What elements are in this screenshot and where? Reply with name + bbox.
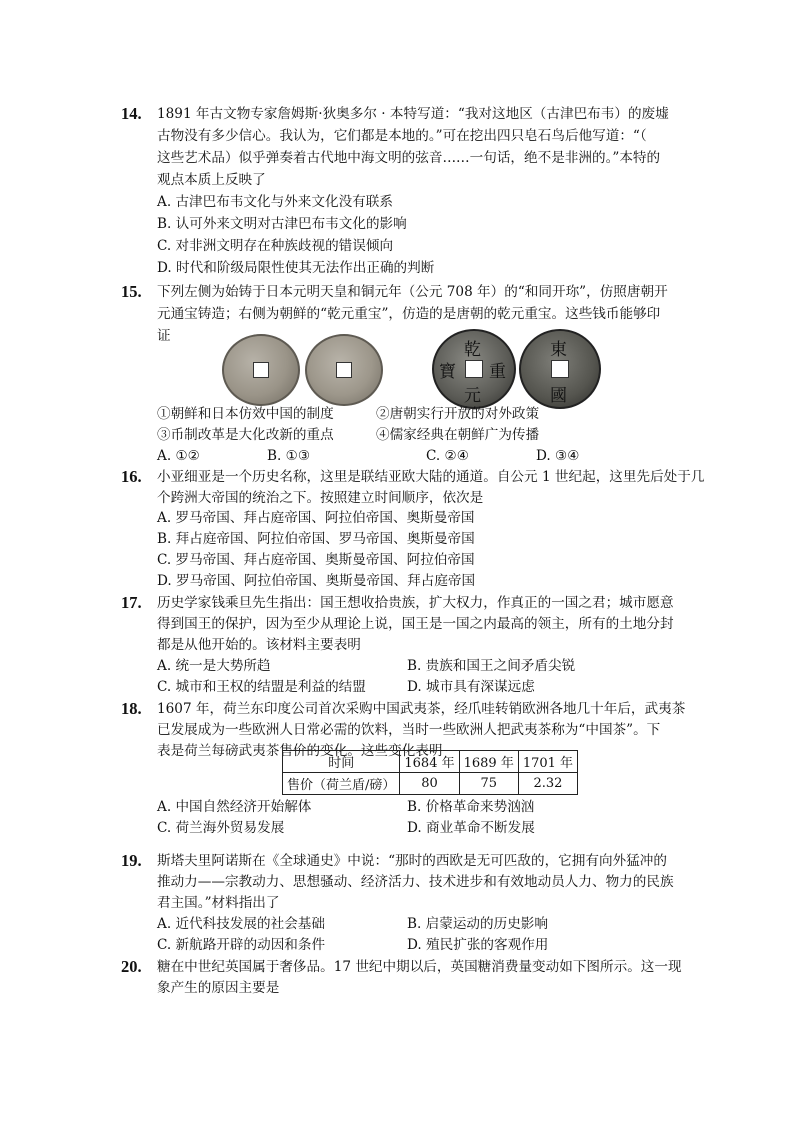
question-text-line: 这些艺术品）似乎弹奏着古代地中海文明的弦音……一句话，绝不是非洲的。”本特的 [157, 150, 661, 166]
option-c: C. 对非洲文明存在种族歧视的错误倾向 [157, 238, 394, 254]
option-b: B. ①③ [267, 448, 311, 464]
option-a: A. 中国自然经济开始解体 [157, 799, 312, 815]
question-text-line: 古物没有多少信心。我认为，它们都是本地的。”可在挖出四只皂石鸟后他写道：“（ [157, 128, 647, 144]
question-number: 18. [121, 699, 142, 718]
question-text-line: 已发展成为一些欧洲人日常必需的饮料，当时一些欧洲人把武夷茶称为“中国茶”。下 [157, 722, 661, 738]
question-text-line: 推动力——宗教动力、思想骚动、经济活力、技术进步和有效地动员人力、物力的民族 [157, 874, 674, 890]
option-a: A. 近代科技发展的社会基础 [157, 916, 325, 932]
table-cell: 80 [400, 773, 459, 795]
question-text-line: 表是荷兰每磅武夷茶售价的变化。这些变化表明 [157, 743, 443, 759]
question-text-line: 君主国。”材料指出了 [157, 895, 280, 911]
statement-3: ③币制改革是大化改新的重点 [157, 427, 334, 443]
question-text-line: 斯塔夫里阿诺斯在《全球通史》中说：“那时的西欧是无可匹敌的，它拥有向外猛冲的 [157, 853, 667, 869]
question-number: 14. [121, 104, 142, 123]
option-a: A. 古津巴布韦文化与外来文化没有联系 [157, 194, 393, 210]
coin-character: 東 [550, 340, 567, 360]
option-d: D. 殖民扩张的客观作用 [407, 937, 549, 953]
question-text-line: 个跨洲大帝国的统治之下。按照建立时间顺序，依次是 [157, 490, 484, 506]
coin-image-qianyuan [432, 329, 516, 409]
table-header-cell: 1701 年 [518, 751, 577, 773]
option-c: C. ②④ [426, 448, 469, 464]
option-d: D. ③④ [536, 448, 580, 464]
question-number: 20. [121, 957, 142, 976]
coin-image-dongguo [519, 329, 601, 409]
option-b: B. 拜占庭帝国、阿拉伯帝国、罗马帝国、奥斯曼帝国 [157, 531, 475, 547]
table-cell: 2.32 [518, 773, 577, 795]
option-d: D. 商业革命不断发展 [407, 820, 535, 836]
question-text-line: 得到国王的保护，因为至少从理论上说，国王是一国之内最高的领主，所有的土地分封 [157, 616, 674, 632]
question-number: 17. [121, 593, 142, 612]
coin-character: 寶 [439, 362, 456, 382]
question-text-line: 元通宝铸造；右侧为朝鲜的“乾元重宝”，仿造的是唐朝的乾元重宝。这些钱币能够印 [157, 306, 661, 322]
option-b: B. 启蒙运动的历史影响 [407, 916, 548, 932]
option-c: C. 城市和王权的结盟是利益的结盟 [157, 679, 366, 695]
question-text-line: 象产生的原因主要是 [157, 980, 280, 996]
table-header-row [283, 751, 578, 773]
question-number: 16. [121, 467, 142, 486]
table-row [283, 773, 578, 795]
coin-character: 重 [489, 362, 506, 382]
option-b: B. 贵族和国王之间矛盾尖锐 [407, 658, 576, 674]
question-text-line: 历史学家钱乘旦先生指出：国王想收拾贵族，扩大权力，作真正的一国之君；城市愿意 [157, 595, 674, 611]
question-number: 19. [121, 851, 142, 870]
option-c: C. 荷兰海外贸易发展 [157, 820, 285, 836]
question-text-line: 都是从他开始的。该材料主要表明 [157, 637, 361, 653]
option-c: C. 罗马帝国、拜占庭帝国、奥斯曼帝国、阿拉伯帝国 [157, 552, 475, 568]
table-cell: 75 [459, 773, 518, 795]
option-c: C. 新航路开辟的动因和条件 [157, 937, 326, 953]
table-header-cell: 1684 年 [400, 751, 459, 773]
coin-character: 元 [464, 386, 481, 406]
option-a: A. ①② [157, 448, 200, 464]
table-header-cell: 时间 [283, 751, 400, 773]
option-b: B. 认可外来文明对古津巴布韦文化的影响 [157, 216, 407, 232]
question-number: 15. [121, 282, 142, 301]
option-a: A. 罗马帝国、拜占庭帝国、阿拉伯帝国、奥斯曼帝国 [157, 510, 475, 526]
question-text-line: 观点本质上反映了 [157, 172, 266, 188]
statement-1: ①朝鲜和日本仿效中国的制度 [157, 406, 334, 422]
coin-image-wado-front [222, 334, 300, 406]
option-a: A. 统一是大势所趋 [157, 658, 271, 674]
question-text-line: 证 [157, 328, 171, 344]
option-d: D. 罗马帝国、阿拉伯帝国、奥斯曼帝国、拜占庭帝国 [157, 573, 476, 589]
coin-image-wado-back [305, 334, 383, 406]
option-b: B. 价格革命来势汹汹 [407, 799, 535, 815]
tea-price-table [282, 750, 578, 795]
coin-character: 國 [550, 386, 567, 406]
question-text-line: 糖在中世纪英国属于奢侈品。17 世纪中期以后，英国糖消费量变动如下图所示。这一现 [157, 959, 682, 975]
statement-2: ②唐朝实行开放的对外政策 [376, 406, 540, 422]
question-text-line: 1891 年古文物专家詹姆斯·狄奥多尔 · 本特写道：“我对这地区（古津巴布韦）的废墟 [157, 106, 669, 122]
statement-4: ④儒家经典在朝鲜广为传播 [376, 427, 540, 443]
question-text-line: 小亚细亚是一个历史名称，这里是联结亚欧大陆的通道。自公元 1 世纪起，这里先后处于几 [157, 469, 705, 485]
question-text-line: 1607 年，荷兰东印度公司首次采购中国武夷茶，经爪哇转销欧洲各地几十年后，武夷茶 [157, 701, 686, 717]
option-d: D. 城市具有深谋远虑 [407, 679, 535, 695]
option-d: D. 时代和阶级局限性使其无法作出正确的判断 [157, 260, 435, 276]
table-header-cell: 1689 年 [459, 751, 518, 773]
question-text-line: 下列左侧为始铸于日本元明天皇和铜元年（公元 708 年）的“和同开珎”，仿照唐朝开 [157, 284, 668, 300]
table-cell: 售价（荷兰盾/磅） [283, 773, 400, 795]
coin-character: 乾 [464, 340, 481, 360]
